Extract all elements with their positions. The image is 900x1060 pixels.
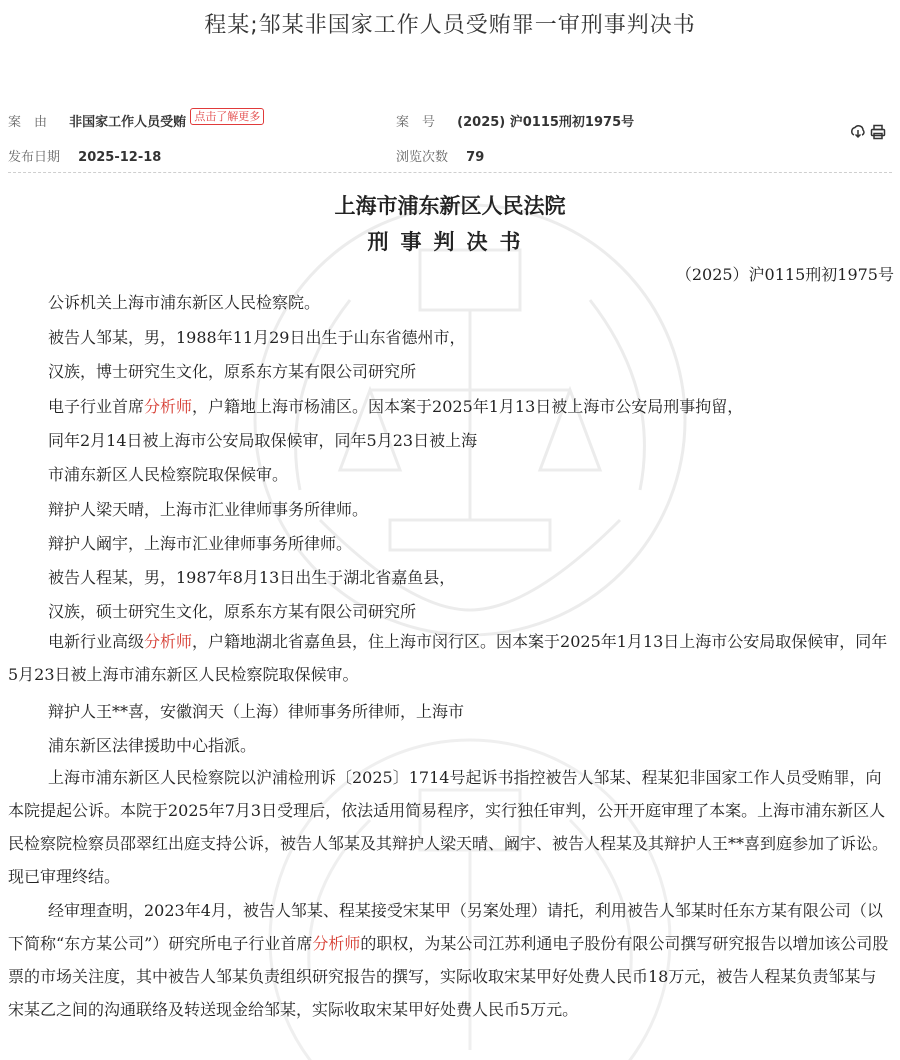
defendant2-line1: 被告人程某，男，1987年8月13日出生于湖北省嘉鱼县， <box>48 568 456 587</box>
analyst-highlight: 分析师 <box>144 632 193 651</box>
defender1-paragraph: 辩护人梁天晴，上海市汇业律师事务所律师。 <box>48 500 369 519</box>
learn-more-badge[interactable]: 点击了解更多 <box>190 108 264 125</box>
caseno-value: (2025) 沪0115刑初1975号 <box>457 115 635 130</box>
date-value: 2025-12-18 <box>78 150 162 165</box>
print-icon[interactable] <box>870 124 886 140</box>
page-title: 程某;邹某非国家工作人员受贿罪一审刑事判决书 <box>204 13 696 38</box>
defendant2-line2: 汉族，硕士研究生文化，原系东方某有限公司研究所 <box>48 602 417 621</box>
date-label: 发布日期 <box>8 150 61 165</box>
case-number: （2025）沪0115刑初1975号 <box>675 265 894 284</box>
defendant1-line2: 汉族，博士研究生文化，原系东方某有限公司研究所 <box>48 362 417 381</box>
document-type: 刑事判决书 <box>367 230 533 254</box>
download-icon[interactable] <box>850 124 866 140</box>
cause-row <box>8 111 264 131</box>
defendant1-line1: 被告人邹某，男，1988年11月29日出生于山东省德州市， <box>48 328 466 347</box>
prosecution-paragraph: 上海市浦东新区人民检察院以沪浦检刑诉〔2025〕1714号起诉书指控被告人邹某、程某犯非国家工作人员受贿罪，向本院提起公诉。本院于2025年7月3日受理后，依法适用简易程序，实行独任审判，公开开庭审理了本案。上海市浦东新区人民检察院检察员邵翠红出庭支持公诉，被告人邹某及其辩护人梁天晴、阚宇、被告人程某及其辩护人王**喜到庭参加了诉讼。现已审理终结。 <box>8 768 889 886</box>
defendant1-line5: 市浦东新区人民检察院取保候审。 <box>48 465 289 484</box>
prosecutor-paragraph: 公诉机关上海市浦东新区人民检察院。 <box>48 293 321 312</box>
defender2-paragraph: 辩护人阚宇，上海市汇业律师事务所律师。 <box>48 534 353 553</box>
defendant2-line3 <box>8 625 892 691</box>
header-divider <box>8 172 892 173</box>
facts-paragraph <box>8 894 892 1026</box>
defendant1-line4: 同年2月14日被上海市公安局取保候审，同年5月23日被上海 <box>48 431 478 450</box>
cause-value: 非国家工作人员受贿 <box>69 115 187 130</box>
defendant2-line3-a: 电新行业高级 <box>48 632 145 651</box>
facts-b: 的职权，为某公司江苏利通电子股份有限公司撰写研究报告以增加该公司股票的市场关注度，其中被告人邹某负责组织研究报告的撰写，实际收取宋某甲好处费人民币18万元，被告人程某负责邹某与宋某乙之间的沟通联络及转送现金给邹某，实际收取宋某甲好处费人民币5万元。 <box>8 934 889 1019</box>
caseno-label: 案 号 <box>396 115 436 130</box>
analyst-highlight: 分析师 <box>312 934 361 953</box>
views-label: 浏览次数 <box>396 150 449 165</box>
defendant1-line3-a: 电子行业首席 <box>48 397 145 416</box>
defender3-line2: 浦东新区法律援助中心指派。 <box>48 736 257 755</box>
caseno-row <box>396 111 634 130</box>
analyst-highlight: 分析师 <box>144 397 193 416</box>
defendant2-line3-b: ，户籍地湖北省嘉鱼县，住上海市闵行区。因本案于2025年1月13日上海市公安局取保候审，同年5月23日被上海市浦东新区人民检察院取保候审。 <box>8 632 888 684</box>
defender3-line1: 辩护人王**喜，安徽润天（上海）律师事务所律师，上海市 <box>48 702 465 721</box>
defendant1-line3-b: ，户籍地上海市杨浦区。因本案于2025年1月13日被上海市公安局刑事拘留， <box>192 397 744 416</box>
cause-label: 案 由 <box>8 115 48 130</box>
facts-a: 经审理查明，2023年4月，被告人邹某、程某接受宋某甲（另案处理）请托，利用被告人邹某时任东方某有限公司（以下简称“东方某公司”）研究所电子行业首席 <box>8 901 883 953</box>
views-value: 79 <box>466 150 485 165</box>
views-row <box>396 146 484 165</box>
action-icons <box>850 124 886 140</box>
court-name: 上海市浦东新区人民法院 <box>334 194 566 218</box>
date-row <box>8 146 161 165</box>
defendant1-line3 <box>8 390 892 423</box>
